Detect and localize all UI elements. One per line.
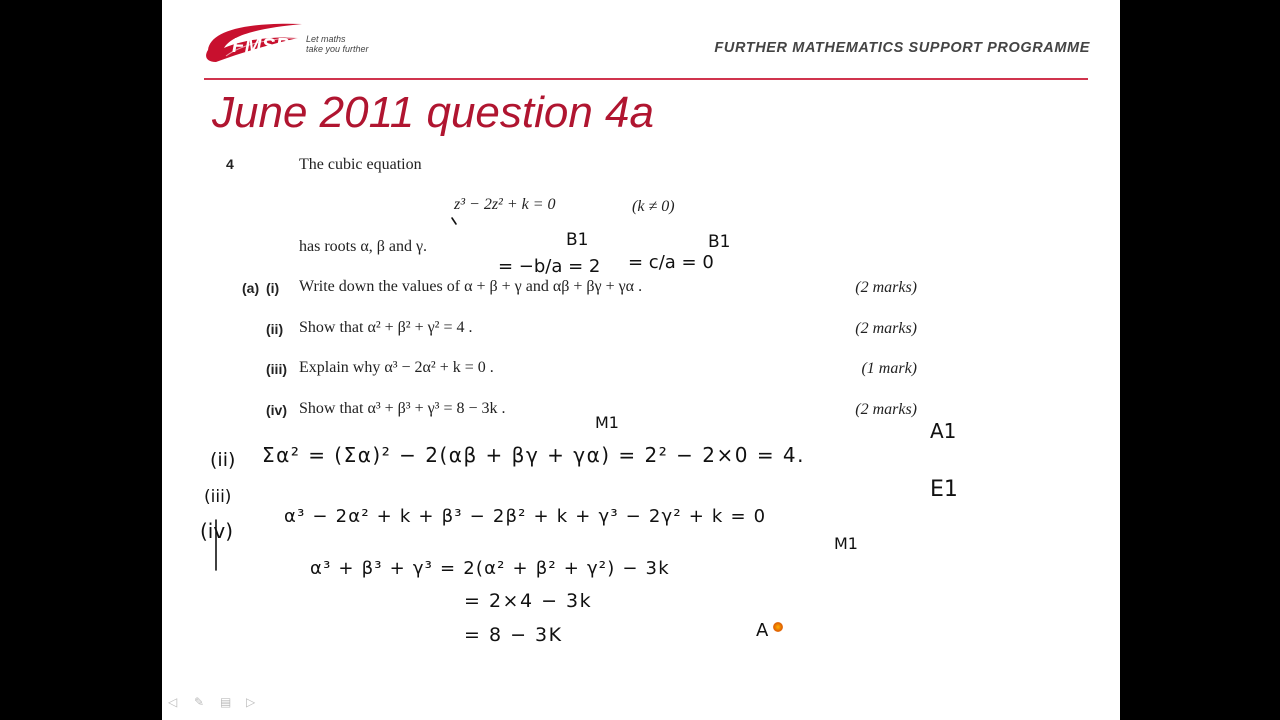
question-number: 4 xyxy=(226,156,234,172)
slideshow-toolbar xyxy=(168,696,262,708)
part-iii-text: Explain why α³ − 2α² + k = 0 . xyxy=(299,359,494,376)
logo-tagline-line1: Let maths xyxy=(306,34,346,44)
part-ii-text: Show that α² + β² + γ² = 4 . xyxy=(299,319,473,336)
pen-icon[interactable]: ✎ xyxy=(194,695,205,709)
hw-b1-first: B1 xyxy=(566,230,589,250)
part-ii-marks: (2 marks) xyxy=(855,320,917,337)
logo-tagline-line2: take you further xyxy=(306,44,369,54)
hw-m1-top: M1 xyxy=(595,413,619,432)
hw-line-vi: = 2×4 − 3k xyxy=(464,590,593,612)
part-i-marks: (2 marks) xyxy=(855,279,917,296)
part-iii-marks: (1 mark) xyxy=(861,360,917,377)
slide-title: June 2011 question 4a xyxy=(212,88,654,137)
hw-line-v: α³ + β³ + γ³ = 2(α² + β² + γ²) − 3k xyxy=(310,558,670,579)
hw-b1-second: B1 xyxy=(708,232,731,252)
equation-condition: (k ≠ 0) xyxy=(632,198,675,215)
hw-line-ii: Σα² = (Σα)² − 2(αβ + βγ + γα) = 2² − 2×0 = 4. xyxy=(262,443,806,467)
hw-line-iv-label: (iv) xyxy=(200,519,233,543)
cubic-equation: z³ − 2z² + k = 0 xyxy=(454,196,556,213)
part-ii-label: (ii) xyxy=(266,321,284,337)
org-name: FURTHER MATHEMATICS SUPPORT PROGRAMME xyxy=(714,40,1090,56)
next-slide-icon[interactable]: ▷ xyxy=(246,695,256,709)
part-i-label: (i) xyxy=(266,280,280,296)
logo-text: FMSP xyxy=(232,35,290,57)
roots-statement: has roots α, β and γ. xyxy=(299,238,428,255)
part-iii-label: (iii) xyxy=(266,361,287,377)
hw-tick-mark xyxy=(452,218,456,224)
hw-line-vii: = 8 − 3K xyxy=(464,624,563,646)
hw-line-iii-label: (iii) xyxy=(204,487,232,507)
part-a-label: (a) xyxy=(242,280,260,296)
hw-e1: E1 xyxy=(930,477,958,502)
part-i-text: Write down the values of α + β + γ and αβ + βγ + γα . xyxy=(299,278,643,295)
hw-a1-final: A xyxy=(756,620,769,641)
part-iv-text: Show that α³ + β³ + γ³ = 8 − 3k . xyxy=(299,400,506,417)
hw-sum-pairs: = c/a = 0 xyxy=(628,252,714,273)
part-iv-marks: (2 marks) xyxy=(855,401,917,418)
menu-icon[interactable]: ▤ xyxy=(220,695,232,709)
hw-a1: A1 xyxy=(930,419,957,443)
prev-slide-icon[interactable]: ◁ xyxy=(168,695,178,709)
part-iv-label: (iv) xyxy=(266,402,287,418)
hw-line-iv: α³ − 2α² + k + β³ − 2β² + k + γ³ − 2γ² + k = 0 xyxy=(284,506,767,527)
hw-line-ii-label: (ii) xyxy=(210,449,236,471)
hw-m1-mid: M1 xyxy=(834,534,858,553)
pen-cursor-icon xyxy=(773,622,783,632)
hw-sum-roots: = −b/a = 2 xyxy=(498,256,601,277)
question-intro: The cubic equation xyxy=(299,156,422,173)
